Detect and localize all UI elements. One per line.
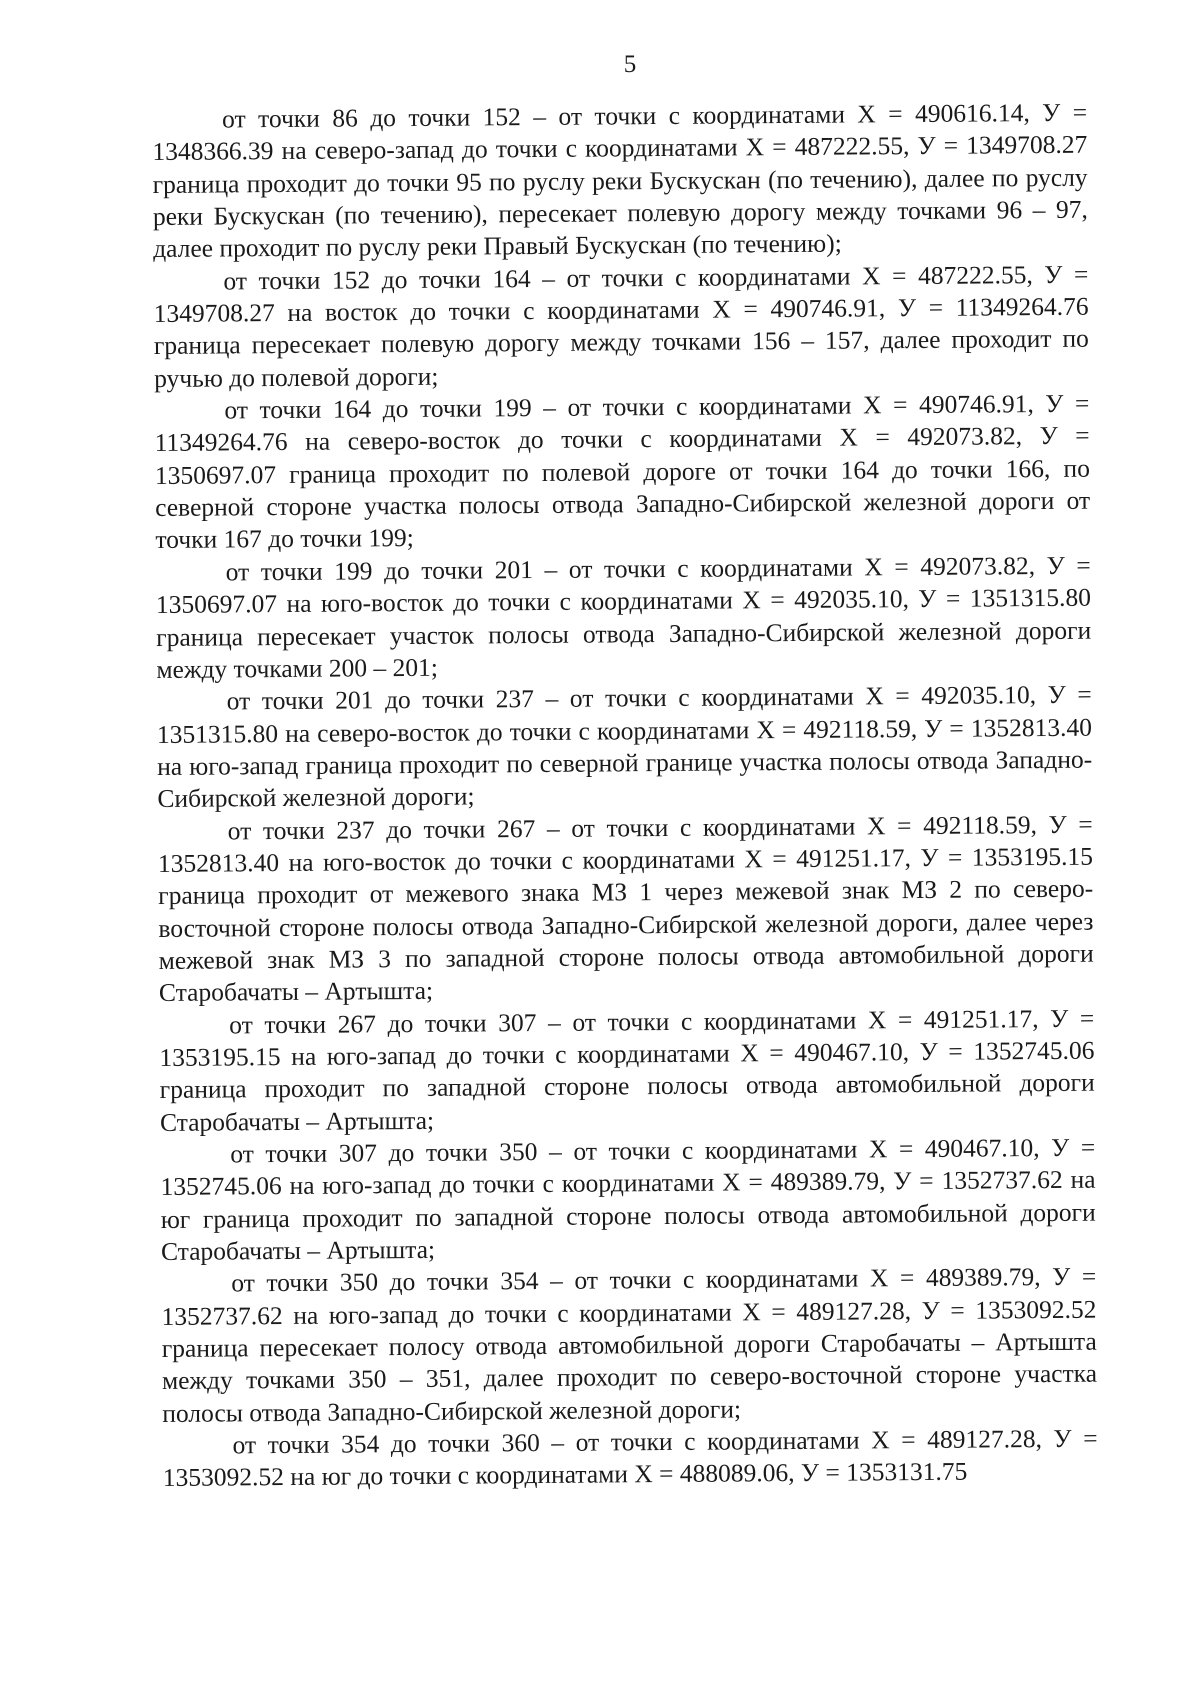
boundary-segment-paragraph: от точки 152 до точки 164 – от точки с координатами Х = 487222.55, У = 1349708.27 на восток до точки с координатами Х = 490746.91, У = 11349264.76 граница пересекает полевую дорогу между точками 156 – 157, далее проходит по ручью до полевой дороги; — [153, 259, 1089, 393]
boundary-segment-paragraph: от точки 201 до точки 237 – от точки с координатами Х = 492035.10, У = 1351315.80 на северо-восток до точки с координатами Х = 492118.59, У = 1352813.40 на юго-запад граница проходит по северной границе участка полосы отвода Западно-Сибирской железной дороги; — [156, 679, 1093, 814]
boundary-segment-paragraph: от точки 307 до точки 350 – от точки с координатами Х = 490467.10, У = 1352745.06 на юго-запад до точки с координатами Х = 489389.79, У = 1352737.62 на юг граница проходит по западной стороне полосы отвода автомобильной дороги Старобачаты – Артышта; — [160, 1132, 1096, 1266]
boundary-segment-paragraph: от точки 164 до точки 199 – от точки с координатами Х = 490746.91, У = 11349264.76 на северо-восток до точки с координатами Х = 492073.82, У = 1350697.07 граница проходит по полевой дороге от точки 164 до точки 166, по северной стороне участка полосы отвода Западно-Сибирской железной дороги от точки 167 до точки 199; — [154, 388, 1091, 555]
boundary-segment-paragraph: от точки 350 до точки 354 – от точки с координатами Х = 489389.79, У = 1352737.62 на юго-запад до точки с координатами Х = 489127.28, У = 1353092.52 граница пересекает полосу отвода автомобильной дороги Старобачаты – Артышта между точками 350 – 351, далее проходит по северо-восточной стороне участка полосы отвода Западно-Сибирской железной дороги; — [161, 1261, 1098, 1428]
boundary-segment-paragraph: от точки 199 до точки 201 – от точки с координатами Х = 492073.82, У = 1350697.07 на юго-восток до точки с координатами Х = 492035.10, У = 1351315.80 граница пересекает участок полосы отвода Западно-Сибирской железной дороги между точками 200 – 201; — [155, 550, 1092, 684]
document-body — [152, 97, 1098, 1495]
page-number: 5 — [623, 51, 637, 78]
boundary-segment-paragraph: от точки 237 до точки 267 – от точки с координатами Х = 492118.59, У = 1352813.40 на юго-восток до точки с координатами Х = 491251.17, У = 1353195.15 граница проходит от межевого знака МЗ 1 через межевой знак МЗ 2 по северо-восточной стороне полосы отвода Западно-Сибирской железной дороги, далее через межевой знак МЗ 3 по западной стороне полосы отвода автомобильной дороги Старобачаты – Артышта; — [157, 809, 1094, 1008]
boundary-segment-paragraph: от точки 354 до точки 360 – от точки с координатами Х = 489127.28, У = 1353092.52 на юг до точки с координатами Х = 488089.06, У = 1353131.75 — [162, 1423, 1098, 1493]
boundary-segment-paragraph: от точки 267 до точки 307 – от точки с координатами Х = 491251.17, У = 1353195.15 на юго-запад до точки с координатами Х = 490467.10, У = 1352745.06 граница проходит по западной стороне полосы отвода автомобильной дороги Старобачаты – Артышта; — [159, 1003, 1095, 1137]
boundary-segment-paragraph: от точки 86 до точки 152 – от точки с координатами Х = 490616.14, У = 1348366.39 на северо-запад до точки с координатами Х = 487222.55, У = 1349708.27 граница проходит до точки 95 по руслу реки Бускускан (по течению), далее по руслу реки Бускускан (по течению), пересекает полевую дорогу между точками 96 – 97, далее проходит по руслу реки Правый Бускускан (по течению); — [152, 97, 1088, 264]
